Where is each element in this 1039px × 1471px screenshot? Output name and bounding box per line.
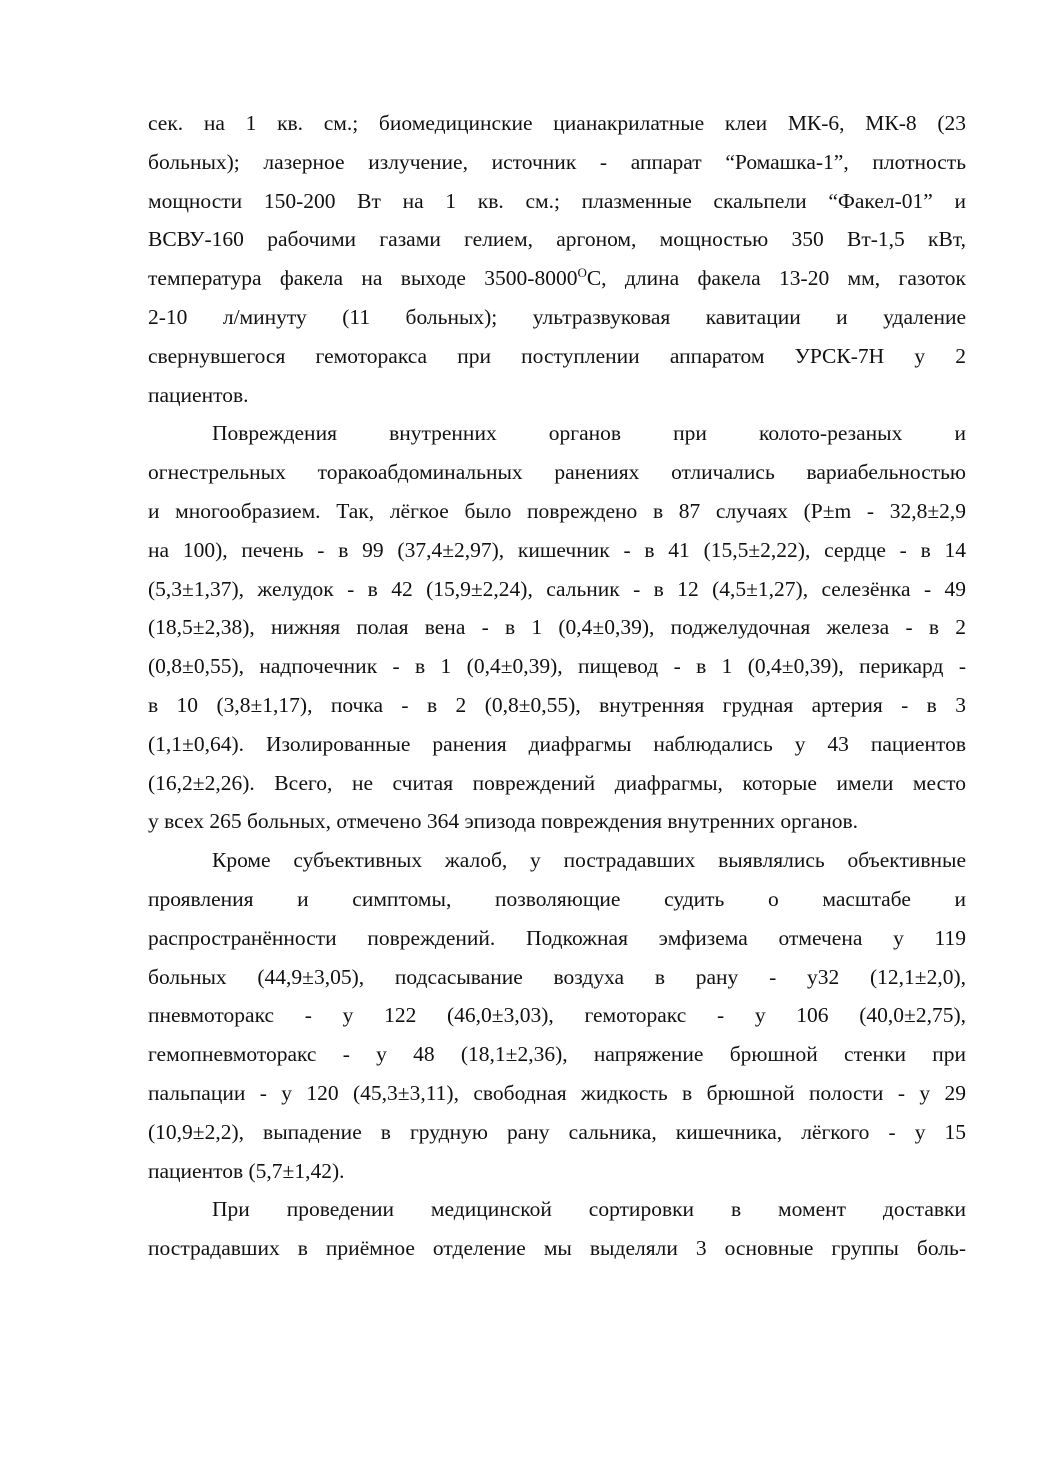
text-line: свернувшегося гемоторакса при поступлении аппаратом УРСК-7Н у 2 xyxy=(148,343,966,368)
text-line: огнестрельных торакоабдоминальных ранениях отличались вариабельностью xyxy=(148,460,966,485)
text-line: пальпации - у 120 (45,3±3,11), свободная жидкость в брюшной полости - у 29 xyxy=(148,1080,966,1105)
text-line: (16,2±2,26). Всего, не считая повреждений диафрагмы, которые имели место xyxy=(148,770,966,795)
text-line: пневмоторакс - у 122 (46,0±3,03), гемоторакс - у 106 (40,0±2,75), xyxy=(148,1003,966,1028)
text-line: 2-10 л/минуту (11 больных); ультразвуковая кавитации и удаление xyxy=(148,304,966,329)
text-line: (18,5±2,38), нижняя полая вена - в 1 (0,4±0,39), поджелудочная железа - в 2 xyxy=(148,615,966,640)
text-line: у всех 265 больных, отмечено 364 эпизода повреждения внутренних органов. xyxy=(148,809,858,834)
document-page xyxy=(148,104,966,1268)
text-line: больных); лазерное излучение, источник - аппарат “Ромашка-1”, плотность xyxy=(148,149,966,174)
text-line: (1,1±0,64). Изолированные ранения диафрагмы наблюдались у 43 пациентов xyxy=(148,731,966,756)
superscript-degree: О xyxy=(577,265,587,281)
text-line: Повреждения внутренних органов при колото-резаных и xyxy=(212,421,966,446)
text-line: больных (44,9±3,05), подсасывание воздуха в рану - у32 (12,1±2,0), xyxy=(148,964,966,989)
text-line: гемопневмоторакс - у 48 (18,1±2,36), напряжение брюшной стенки при xyxy=(148,1042,966,1067)
text-line: на 100), печень - в 99 (37,4±2,97), кишечник - в 41 (15,5±2,22), сердце - в 14 xyxy=(148,537,966,562)
text-line: пациентов (5,7±1,42). xyxy=(148,1158,345,1183)
text-line: и многообразием. Так, лёгкое было повреждено в 87 случаях (P±m - 32,8±2,9 xyxy=(148,498,966,523)
text-line: пациентов. xyxy=(148,382,249,407)
text-line: (0,8±0,55), надпочечник - в 1 (0,4±0,39), пищевод - в 1 (0,4±0,39), перикард - xyxy=(148,654,966,679)
text-line: пострадавших в приёмное отделение мы выделяли 3 основные группы боль- xyxy=(148,1236,966,1261)
text-line: ВСВУ-160 рабочими газами гелием, аргоном, мощностью 350 Вт-1,5 кВт, xyxy=(148,227,966,252)
text-line: сек. на 1 кв. см.; биомедицинские цианакрилатные клеи МК-6, МК-8 (23 xyxy=(148,111,966,135)
text-segment: С, длина факела 13-20 мм, газоток xyxy=(586,266,966,291)
text-line xyxy=(148,259,966,298)
text-line: При проведении медицинской сортировки в момент доставки xyxy=(212,1197,966,1222)
text-line: Кроме субъективных жалоб, у пострадавших выявлялись объективные xyxy=(212,848,966,873)
text-segment: температура факела на выходе 3500-8000 xyxy=(148,266,578,291)
text-line: в 10 (3,8±1,17), почка - в 2 (0,8±0,55), внутренняя грудная артерия - в 3 xyxy=(148,692,966,717)
text-line: распространённости повреждений. Подкожная эмфизема отмечена у 119 xyxy=(148,925,966,950)
text-line: (10,9±2,2), выпадение в грудную рану сальника, кишечника, лёгкого - у 15 xyxy=(148,1119,966,1144)
text-line: (5,3±1,37), желудок - в 42 (15,9±2,24), сальник - в 12 (4,5±1,27), селезёнка - 49 xyxy=(148,576,966,601)
text-line: проявления и симптомы, позволяющие судить о масштабе и xyxy=(148,886,966,911)
text-line: мощности 150-200 Вт на 1 кв. см.; плазменные скальпели “Факел-01” и xyxy=(148,188,966,213)
